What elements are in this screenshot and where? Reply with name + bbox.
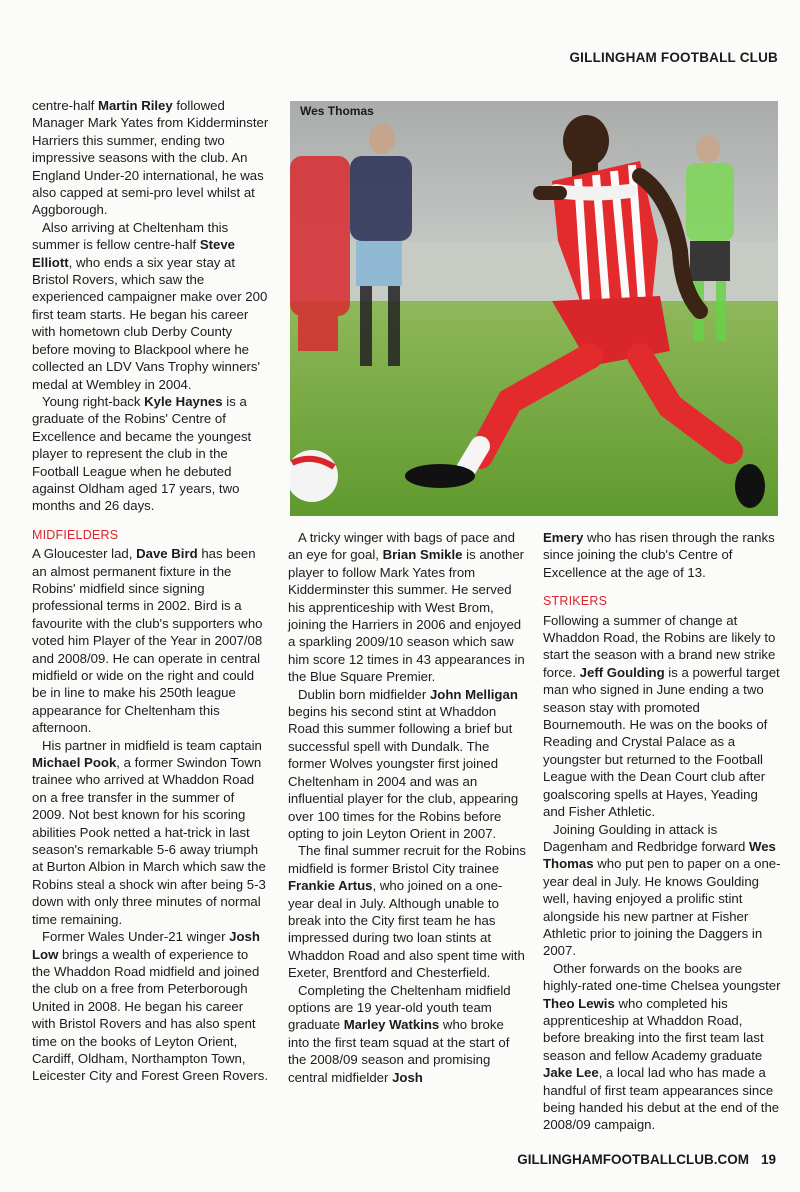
page-number: 19 [760, 1152, 776, 1167]
paragraph: His partner in midfield is team captain Michael Pook, a former Swindon Town trainee who arrived at Whaddon Road on a free transfer in the summer of 2009. Not best known for his scoring abilities Pook netted a hat-trick in last season's remarkable 5-6 away triumph at Burton Albion in March which saw the Robins steal a shock win after being 5-3 down with only three minutes of normal time remaining. [32, 737, 266, 927]
page-footer [517, 1152, 776, 1167]
photo-caption: Wes Thomas [300, 104, 374, 118]
paragraph: Joining Goulding in attack is Dagenham and Redbridge forward Wes Thomas who put pen to paper on a one-year deal in July. He knows Goulding well, having enjoyed a prolific stint alongside his new partner at Fisher Athletic prior to joining the Daggers in 2007. [543, 821, 781, 959]
paragraph: Dublin born midfielder John Melligan begins his second stint at Whaddon Road this summer following a brief but successful spell with Dundalk. The former Wolves youngster first joined Cheltenham in 2004 and was an influential player for the club, appearing over 100 times for the Robins before opting to join Leyton Orient in 2007. [288, 686, 519, 841]
paragraph: Following a summer of change at Whaddon Road, the Robins are likely to start the season with a brand new strike force. Jeff Goulding is a powerful target man who signed in June ending a two season stay with promoted Bournemouth. He was on the books of Reading and Crystal Palace as a youngster but returned to the Football League with the Dean Court club after goalscoring spells at Hayes, Yeading and Fisher Athletic. [543, 612, 780, 820]
section-heading-midfielders: MIDFIELDERS [32, 527, 119, 542]
paragraph: Emery who has risen through the ranks since joining the club's Centre of Excellence at the age of 13. [543, 530, 775, 580]
paragraph: Also arriving at Cheltenham this summer is fellow centre-half Steve Elliott, who ends a six year stay at Bristol Rovers, which saw the experienced campaigner make over 200 first team starts. He began his career with hometown club Derby County before moving to Blackpool where he collected an LDV Vans Trophy winners' medal at Wembley in 2004. [32, 219, 268, 392]
paragraph: A Gloucester lad, Dave Bird has been an almost permanent fixture in the Robins' midfield since signing professional terms in 2002. Bird is a favourite with the club's supporters who voted him Player of the Year in 2007/08 and 2008/09. He can operate in central midfield or wide on the right and could be in line to make his 250th league appearance for Cheltenham this afternoon. [32, 546, 263, 736]
footer-site-url: GILLINGHAMFOOTBALLCLUB.COM [517, 1152, 749, 1167]
paragraph: Completing the Cheltenham midfield options are 19 year-old youth team graduate Marley Watkins who broke into the first team squad at the start of the 2008/09 season and promising central midfielder Josh [288, 982, 511, 1085]
paragraph: Former Wales Under-21 winger Josh Low brings a wealth of experience to the Whaddon Road midfield and joined the club on a free from Peterborough United in 2008. He began his career with Bristol Rovers and has also spent time on the books of Leyton Orient, Cardiff, Oldham, Northampton Town, Leicester City and Forest Green Rovers. [32, 929, 269, 1084]
paragraph: Young right-back Kyle Haynes is a graduate of the Robins' Centre of Excellence and became the youngest player to represent the club in the Football League when he debuted against Oldham aged 17 years, two months and 26 days. [32, 393, 252, 514]
article-column-2 [288, 529, 526, 1086]
paragraph: Other forwards on the books are highly-rated one-time Chelsea youngster Theo Lewis who completed his apprenticeship at Whaddon Road, before breaking into the first team last season and fellow Academy graduate Jake Lee, a local lad who has made a handful of first team appearances since being handed his debut at the end of the 2008/09 campaign. [543, 960, 781, 1133]
article-column-3 [543, 529, 783, 1134]
player-photo [290, 101, 778, 516]
paragraph: The final summer recruit for the Robins midfield is former Bristol City trainee Frankie Artus, who joined on a one-year deal in July. Although unable to break into the City first team he has impressed during two loan stints at Whaddon Road and also spent time with Exeter, Brentford and Chesterfield. [288, 843, 526, 981]
paragraph: A tricky winger with bags of pace and an eye for goal, Brian Smikle is another player to follow Mark Yates from Kidderminster this summer. He served his apprenticeship with West Brom, joining the Harriers in 2006 and enjoyed a sparkling 2009/10 season which saw him score 12 times in 43 appearances in the Blue Square Premier. [288, 530, 525, 685]
paragraph: centre-half Martin Riley followed Manager Mark Yates from Kidderminster Harriers this summer, ending two impressive seasons with the club. An England Under-20 international, he was also capped at semi-pro level whilst at Aggborough. [32, 98, 269, 218]
player-illustration [290, 101, 778, 516]
article-column-1 [32, 97, 270, 1085]
section-heading-strikers: STRIKERS [543, 594, 608, 609]
page-header: GILLINGHAM FOOTBALL CLUB [569, 50, 778, 65]
